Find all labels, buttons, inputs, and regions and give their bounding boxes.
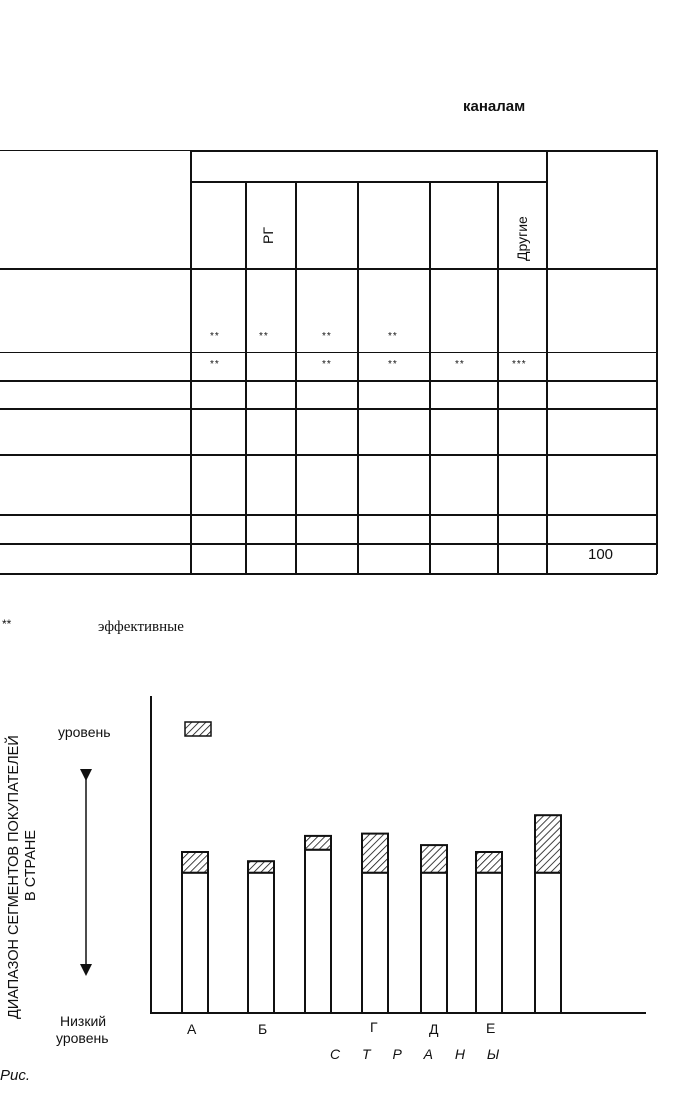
table-bottom-rule <box>0 573 657 575</box>
total-value: 100 <box>588 546 614 563</box>
cell-mark: ** <box>259 331 269 342</box>
table-col-rule <box>357 181 359 574</box>
x-tick-label: А <box>187 1021 197 1037</box>
table-rule <box>0 408 657 410</box>
table-col-rule <box>245 181 247 574</box>
bar-segment-plain <box>182 873 208 1013</box>
bar-segment-hatched <box>476 852 502 873</box>
bar-segment-plain <box>476 873 502 1013</box>
table-rule <box>0 380 657 382</box>
bar-segment-plain <box>362 873 388 1013</box>
cell-mark: ** <box>455 359 465 370</box>
cell-mark: ** <box>388 331 398 342</box>
table-rule <box>0 543 657 545</box>
table-left-top-rule <box>0 150 191 151</box>
x-tick-label: Б <box>258 1021 268 1037</box>
table-top-rule <box>191 150 657 152</box>
cell-mark: ** <box>210 359 220 370</box>
x-axis-label: С Т Р А Н Ы <box>330 1046 506 1062</box>
y-axis-label-line1: ДИАПАЗОН СЕГМЕНТОВ ПОКУПАТЕЛЕЙ <box>6 735 22 1019</box>
bar-segment-hatched <box>535 815 561 873</box>
table-rule <box>0 352 657 353</box>
footnote-text: эффективные <box>98 619 184 635</box>
col-label-drugie: Другие <box>514 216 530 261</box>
table-rule <box>0 454 657 456</box>
y-bottom-label-line2: уровень <box>56 1030 109 1046</box>
table-heading: каналам <box>463 98 526 115</box>
cell-mark: ** <box>322 331 332 342</box>
y-top-label: уровень <box>58 724 111 740</box>
bar-segment-hatched <box>248 861 274 873</box>
x-tick-label: Д <box>429 1021 439 1037</box>
bar-segment-hatched <box>182 852 208 873</box>
cell-mark: ** <box>322 359 332 370</box>
table-rule <box>0 514 657 516</box>
col-label-rg: РГ <box>260 227 276 244</box>
bar-segment-plain <box>535 873 561 1013</box>
footnote-mark: ** <box>2 617 12 631</box>
bar-segment-hatched <box>421 845 447 873</box>
y-bottom-label-line1: Низкий <box>60 1013 107 1029</box>
figure-caption: Рис. <box>0 1067 31 1084</box>
table-col-rule <box>429 181 431 574</box>
table-right-rule <box>656 150 658 574</box>
bar-segment-plain <box>305 850 331 1013</box>
table-col-rule <box>295 181 297 574</box>
bar-segment-plain <box>421 873 447 1013</box>
bar-segment-hatched <box>362 834 388 873</box>
x-tick-label: Е <box>486 1020 496 1036</box>
bar-segment-plain <box>248 873 274 1013</box>
table-col-rule <box>190 150 192 574</box>
table-col-rule <box>546 150 548 574</box>
bar-segment-hatched <box>305 836 331 850</box>
table-rule <box>0 268 657 270</box>
cell-mark: *** <box>512 359 527 370</box>
y-axis-label-line2: В СТРАНЕ <box>23 829 39 901</box>
cell-mark: ** <box>388 359 398 370</box>
table-col-rule <box>497 181 499 574</box>
legend-hatched-swatch <box>185 722 211 736</box>
cell-mark: ** <box>210 331 220 342</box>
x-tick-label: Г <box>370 1019 378 1035</box>
